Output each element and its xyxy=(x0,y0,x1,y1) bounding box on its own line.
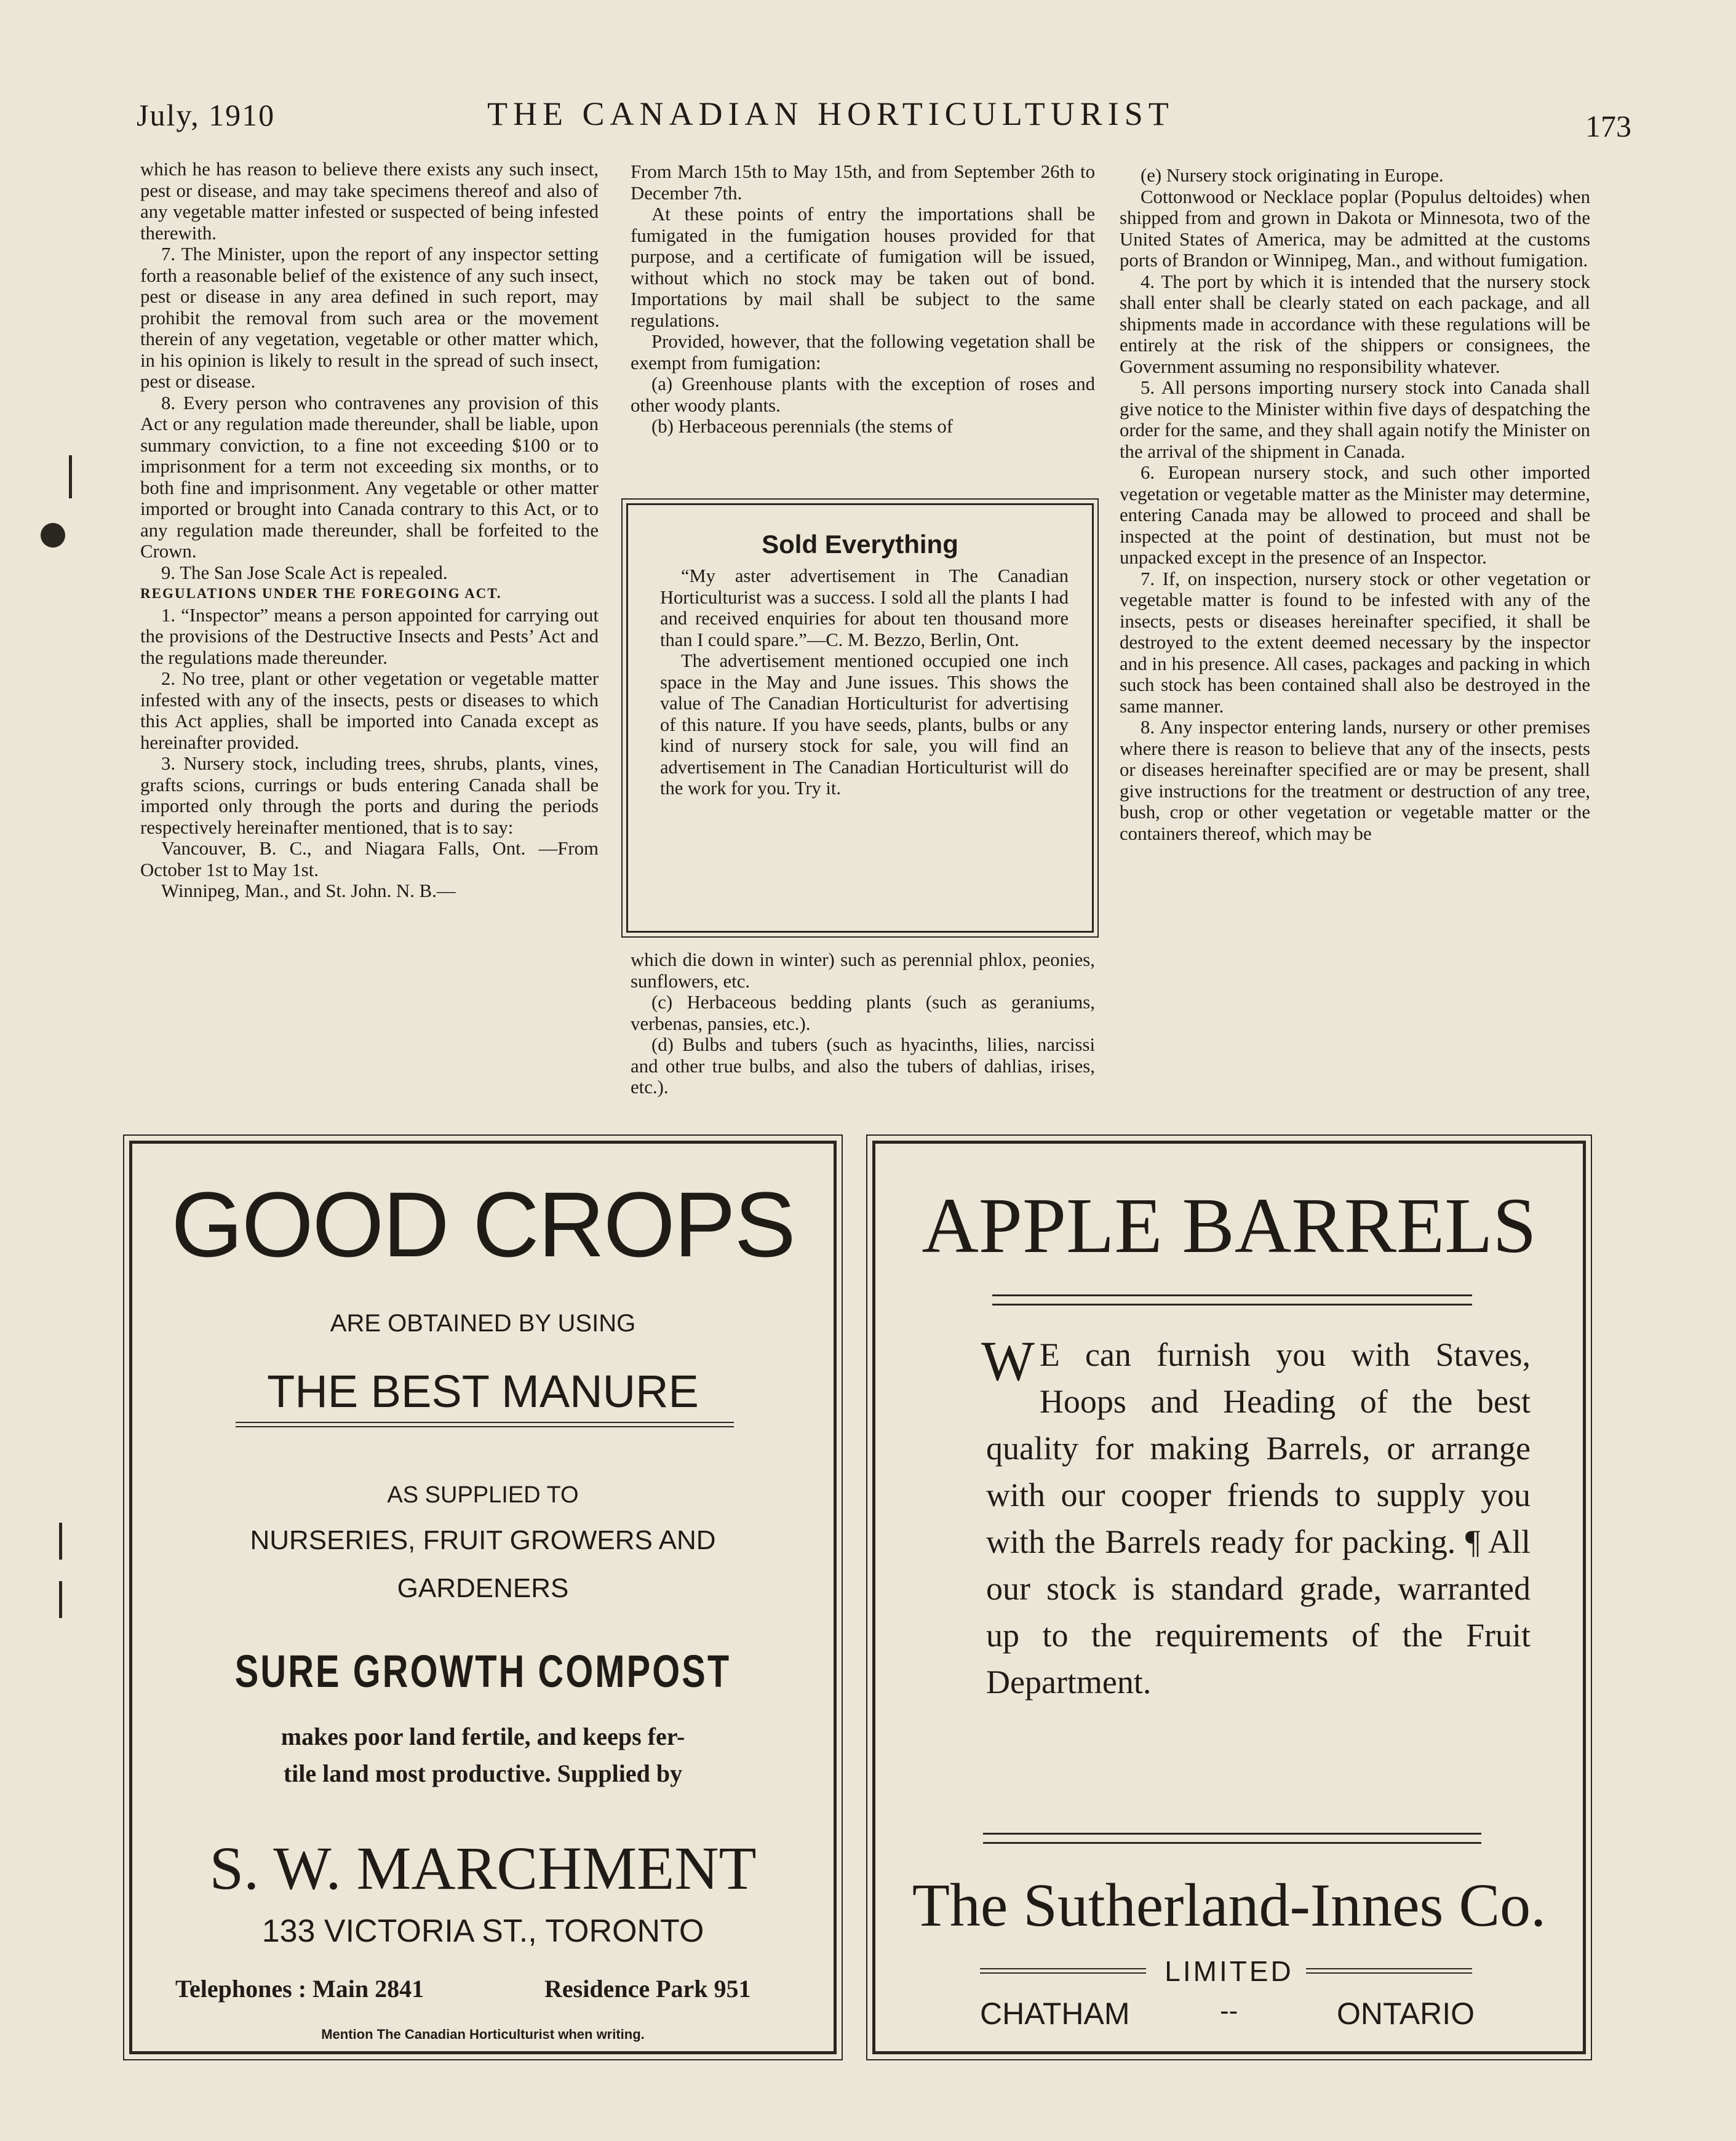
product-name: SURE GROWTH COMPOST xyxy=(234,1646,731,1697)
paragraph: which die down in winter) such as perennial phlox, peonies, sunflowers, etc. xyxy=(631,949,1095,992)
company-name: S. W. MARCHMENT xyxy=(209,1834,757,1902)
company-province: ONTARIO xyxy=(1337,1996,1475,2031)
paragraph: 6. European nursery stock, and such other imported vegetation or vegetable matter as the Minister may determine, entering Canada may be allowed to proceed and shall be inspected at the point of destination, but must not be unpacked except in the presence of an Inspector. xyxy=(1120,462,1590,568)
paragraph: (d) Bulbs and tubers (such as hyacinths, lilies, narcissi and other true bulbs, and also the tubers of dahlias, irises, etc.). xyxy=(631,1034,1095,1098)
paragraph: (c) Herbaceous bedding plants (such as geraniums, verbenas, pansies, etc.). xyxy=(631,992,1095,1034)
paragraph: From March 15th to May 15th, and from September 26th to December 7th. xyxy=(631,161,1095,204)
paragraph: 2. No tree, plant or other vegetation or vegetable matter infested with any of the insects, pests or diseases to which this Act applies, shall be imported into Canada except as hereinafter provided. xyxy=(140,668,599,753)
paragraph: At these points of entry the importations shall be fumigated in the fumigation houses provided for that purpose, and a certificate of fumigation will be issued, without which no stock may be taken out of bond. Importations by mail shall be subject to the same regulations. xyxy=(631,204,1095,331)
paragraph: 1. “Inspector” means a person appointed for carrying out the provisions of the Destructive Insects and Pests’ Act and the regulations made thereunder. xyxy=(140,604,599,668)
column-2 xyxy=(631,161,1095,437)
ad-line: GARDENERS xyxy=(397,1573,569,1603)
telephone-main: Telephones : Main 2841 xyxy=(175,1975,424,2003)
section-heading: REGULATIONS UNDER THE FOREGOING ACT. xyxy=(140,586,502,601)
paragraph: 3. Nursery stock, including trees, shrubs, plants, vines, grafts scions, currings or buds entering Canada shall be imported only through the ports and during the periods respectively hereinafter mentioned, that is to say: xyxy=(140,753,599,838)
paragraph: Winnipeg, Man., and St. John. N. B.— xyxy=(161,880,456,901)
ad-headline: GOOD CROPS xyxy=(171,1173,795,1276)
paragraph: 7. If, on inspection, nursery stock or other vegetation or vegetable matter is found to be infested with any of the insects, pests or diseases hereinafter specified, it shall be destroyed to the extent deemed necessary by the inspector and in his presence. All cases, packages and packing in which such stock has been contained shall also be destroyed in the same manner. xyxy=(1120,568,1590,717)
telephone-residence: Residence Park 951 xyxy=(544,1975,751,2003)
company-limited: LIMITED xyxy=(1165,1955,1294,1987)
paragraph: (e) Nursery stock originating in Europe. xyxy=(1141,165,1444,186)
paragraph: which he has reason to believe there exists any such insect, pest or disease, and may take specimens thereof and also of any vegetable matter infested or suspected of being infested therewith. xyxy=(140,159,599,244)
binding-mark xyxy=(69,455,72,498)
paragraph: (a) Greenhouse plants with the exception of roses and other woody plants. xyxy=(631,373,1095,416)
ad-headline: APPLE BARRELS xyxy=(922,1182,1537,1269)
paragraph: Provided, however, that the following vegetation shall be exempt from fumigation: xyxy=(631,331,1095,373)
drop-cap: W xyxy=(981,1330,1035,1392)
separator: -- xyxy=(1220,1996,1238,2026)
paragraph: Vancouver, B. C., and Niagara Falls, Ont. —From October 1st to May 1st. xyxy=(140,838,599,880)
divider xyxy=(992,1294,1472,1296)
paragraph: 4. The port by which it is intended that the nursery stock shall enter shall be clearly stated on each package, and all shipments made in accordance with these regulations will be entirely at the risk of the shippers or consignees, the Government assuming no responsibility whatever. xyxy=(1120,271,1590,377)
paragraph: 8. Every person who contravenes any provision of this Act or any regulation made thereunder, shall be liable, upon summary conviction, to a fine not exceeding $100 or to imprisonment for a term not exceeding six months, or to both fine and imprisonment. Any vegetable or other matter imported or brought into Canada contrary to this Act, or to any regulation made thereunder, shall be forfeited to the Crown. xyxy=(140,392,599,562)
paragraph: 8. Any inspector entering lands, nursery or other premises where there is reason to believe that any of the insects, pests or diseases hereinafter specified are or may be present, shall give instructions for the treatment or destruction of any tree, bush, crop or other vegetation or vegetable matter or the containers thereof, which may be xyxy=(1120,717,1590,844)
ad-line: AS SUPPLIED TO xyxy=(387,1482,579,1508)
column-2-continued xyxy=(631,949,1095,1098)
divider xyxy=(992,1304,1472,1306)
issue-date: July, 1910 xyxy=(137,98,276,132)
company-name: The Sutherland-Innes Co. xyxy=(912,1871,1547,1939)
column-1 xyxy=(140,159,599,902)
ad-line: ARE OBTAINED BY USING xyxy=(330,1310,636,1337)
page-header xyxy=(137,92,1631,142)
binding-hole xyxy=(41,523,65,548)
publication-title: THE CANADIAN HORTICULTURIST xyxy=(487,95,1174,132)
paragraph: Cottonwood or Necklace poplar (Populus deltoides) when shipped from and grown in Dakota or Minnesota, two of the United States of America, may be admitted at the customs ports of Brandon or Winnipeg, Man., and without fumigation. xyxy=(1120,186,1590,271)
box-title: Sold Everything xyxy=(762,530,958,559)
binding-mark xyxy=(59,1523,62,1560)
divider xyxy=(983,1833,1481,1835)
ad-body xyxy=(981,1330,1531,1705)
divider xyxy=(983,1842,1481,1844)
company-address: 133 VICTORIA ST., TORONTO xyxy=(261,1913,704,1949)
ad-subheadline: THE BEST MANURE xyxy=(267,1366,699,1417)
sold-everything-box xyxy=(626,503,1094,933)
mention-note: Mention The Canadian Horticulturist when writing. xyxy=(321,2027,645,2042)
paragraph: 7. The Minister, upon the report of any inspector setting forth a reasonable belief of the existence of any such insect, pest or disease in any area defined in such report, may prohibit the removal from such area or the movement therein of any vegetation, vegetable or other matter which, in his opinion is likely to result in the spread of such insect, pest or disease. xyxy=(140,244,599,392)
column-3 xyxy=(1120,165,1590,844)
good-crops-advertisement xyxy=(129,1141,837,2054)
apple-barrels-advertisement xyxy=(872,1141,1586,2054)
binding-mark xyxy=(59,1581,62,1618)
ad-description: tile land most productive. Supplied by xyxy=(283,1760,683,1787)
paragraph: 5. All persons importing nursery stock into Canada shall give notice to the Minister within five days of despatching the order for the same, and they shall again notify the Minister on the arrival of the shipment in Canada. xyxy=(1120,377,1590,462)
paragraph: “My aster advertisement in The Canadian Horticulturist was a success. I sold all the plants I had and received enquiries for about ten thousand more than I could spare.”—C. M. Bezzo, Berlin, Ont. xyxy=(660,565,1069,650)
box-body xyxy=(660,565,1069,799)
ad-body-text: E can furnish you with Staves, Hoops and Heading of the best quality for making Barrels, or arrange with our cooper friends to supply you with the Barrels ready for packing. ¶ All our stock is standard grade, warranted up to the requirements of the Fruit Department. xyxy=(986,1336,1531,1700)
ad-description: makes poor land fertile, and keeps fer- xyxy=(281,1723,685,1750)
divider xyxy=(236,1422,734,1427)
divider xyxy=(1306,1968,1472,1974)
paragraph: (b) Herbaceous perennials (the stems of xyxy=(651,416,953,437)
paragraph: 9. The San Jose Scale Act is repealed. xyxy=(161,562,448,583)
ad-line: NURSERIES, FRUIT GROWERS AND xyxy=(250,1525,716,1555)
page-number: 173 xyxy=(1585,109,1631,143)
company-city: CHATHAM xyxy=(980,1996,1130,2031)
paragraph: The advertisement mentioned occupied one inch space in the May and June issues. This shows the value of The Canadian Horticulturist for advertising of this nature. If you have seeds, plants, bulbs or any kind of nursery stock for sale, you will find an advertisement in The Canadian Horticulturist will do the work for you. Try it. xyxy=(660,650,1069,799)
